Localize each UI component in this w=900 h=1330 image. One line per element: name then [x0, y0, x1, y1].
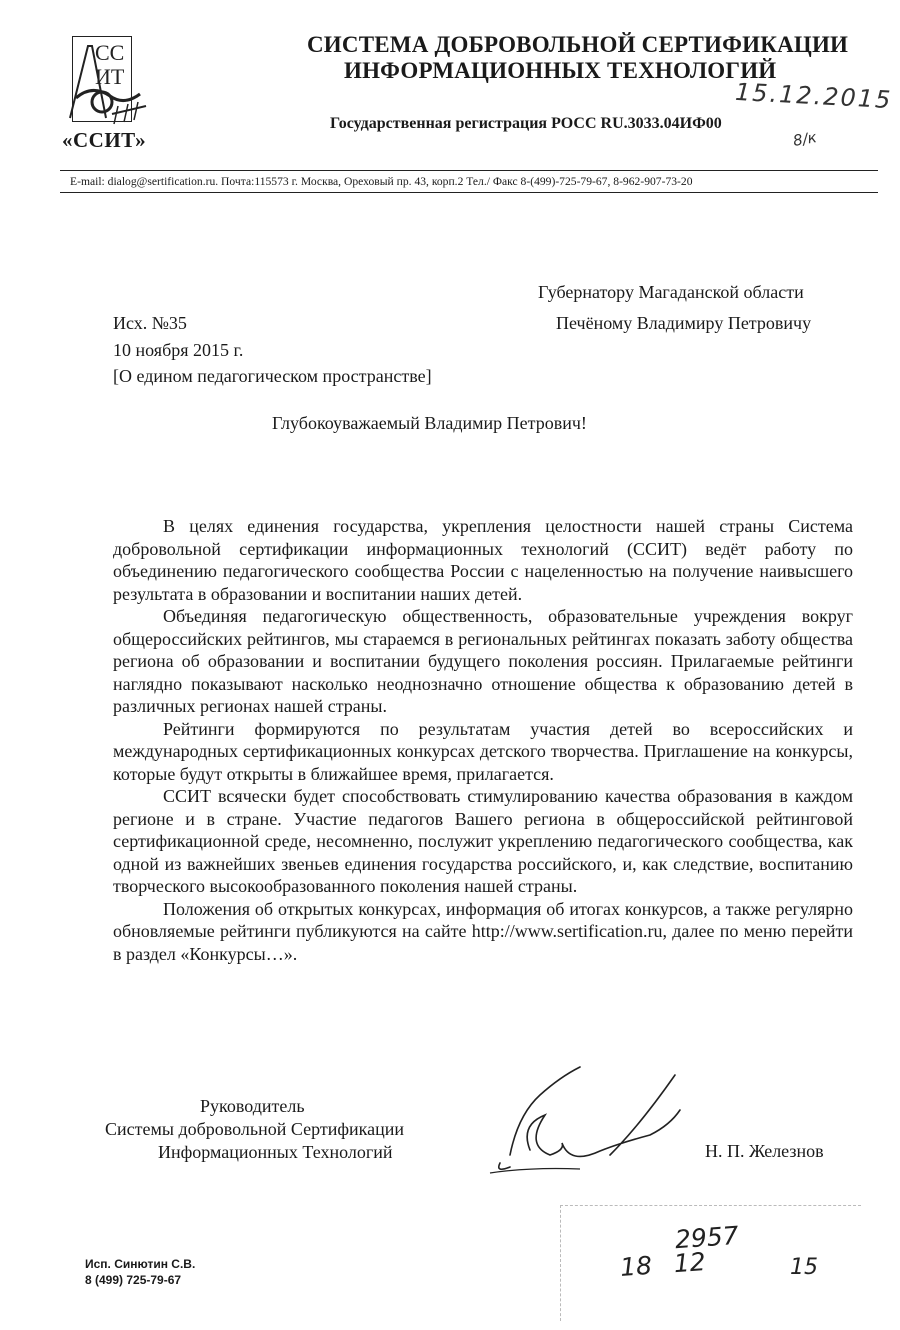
- org-title-line1: СИСТЕМА ДОБРОВОЛЬНОЙ СЕРТИФИКАЦИИ: [307, 32, 849, 57]
- executor-phone: 8 (499) 725-79-67: [85, 1273, 182, 1287]
- org-title-line2: ИНФОРМАЦИОННЫХ ТЕХНОЛОГИЙ: [344, 58, 777, 83]
- body-paragraph: Рейтинги формируются по результатам участия детей во всероссийских и международных сертификационных конкурсах детского творчества. Приглашение на конкурсы, которые будут открыты в ближайшее время, прилагается.: [113, 718, 853, 784]
- outgoing-date: 10 ноября 2015 г.: [113, 340, 244, 360]
- logo-emblem-icon: [62, 36, 162, 126]
- body-paragraph: Объединяя педагогическую общественность, образовательные учреждения вокруг общероссийских рейтингов, мы стараемся в региональных рейтингах показать заботу общества региона об образовании и воспитании будущего поколения россиян. Прилагаемые рейтинги наглядно показывают насколько неоднозначно отношение общества к образованию детей в различных регионах нашей страны.: [113, 606, 853, 716]
- letter-body: [113, 515, 853, 965]
- logo-name: «ССИТ»: [62, 128, 147, 152]
- outgoing-number: Исх. №35: [113, 313, 187, 333]
- svg-text:СС: СС: [95, 40, 125, 65]
- addressee-line2: Печёному Владимиру Петровичу: [556, 313, 812, 333]
- salutation: Глубокоуважаемый Владимир Петрович!: [272, 413, 587, 433]
- executor-name: Исп. Синютин С.В.: [85, 1257, 196, 1271]
- signer-name: Н. П. Железнов: [705, 1141, 824, 1161]
- body-paragraph: ССИТ всячески будет способствовать стимулированию качества образования в каждом регионе и в стране. Участие педагогов Вашего региона в общероссийской рейтинговой сертификационной среде, несомненно, послужит укреплению педагогического сообщества, как одной из важнейших звеньев единения государства российского, и, как следствие, воспитанию творческого высокообразованного поколения нашей страны.: [113, 786, 853, 896]
- signer-position-line2: Системы добровольной Сертификации: [105, 1119, 405, 1139]
- signer-position-line1: Руководитель: [200, 1096, 305, 1116]
- incoming-registration-stamp: [560, 1205, 860, 1320]
- addressee-line1: Губернатору Магаданской области: [538, 282, 804, 302]
- handwritten-date: 15.12.2015: [734, 77, 894, 115]
- handwritten-signature-icon: [470, 1055, 700, 1185]
- body-paragraph: В целях единения государства, укрепления целостности нашей страны Система добровольной сертификации информационных технологий (ССИТ) ведёт работу по объединению педагогического сообщества России с нацеленностью на получение наивысшего результата в образовании и воспитании наших детей.: [113, 516, 853, 604]
- letter-subject: [О едином педагогическом пространстве]: [113, 366, 432, 386]
- registration-number: Государственная регистрация РОСС RU.3033.04ИФ00: [330, 115, 722, 132]
- contact-line: E-mail: dialog@sertification.ru. Почта:115573 г. Москва, Ореховый пр. 43, корп.2 Тел./ Факс 8-(499)-725-79-67, 8-962-907-73-20: [70, 175, 693, 188]
- svg-text:ИТ: ИТ: [95, 64, 125, 89]
- incoming-number: 2957: [674, 1220, 740, 1255]
- header-divider-bottom: [60, 192, 878, 193]
- ssit-logo: [62, 36, 172, 156]
- incoming-year: 15: [790, 1255, 818, 1280]
- incoming-date: 18 12: [619, 1247, 707, 1282]
- signer-position-line3: Информационных Технологий: [158, 1142, 393, 1162]
- handwritten-note: 8/к: [791, 128, 819, 150]
- header-divider-top: [60, 170, 878, 171]
- body-paragraph: Положения об открытых конкурсах, информация об итогах конкурсов, а также регулярно обновляемые рейтинги публикуются на сайте http://www.sertification.ru, далее по меню перейти в раздел «Конкурсы…».: [113, 898, 853, 964]
